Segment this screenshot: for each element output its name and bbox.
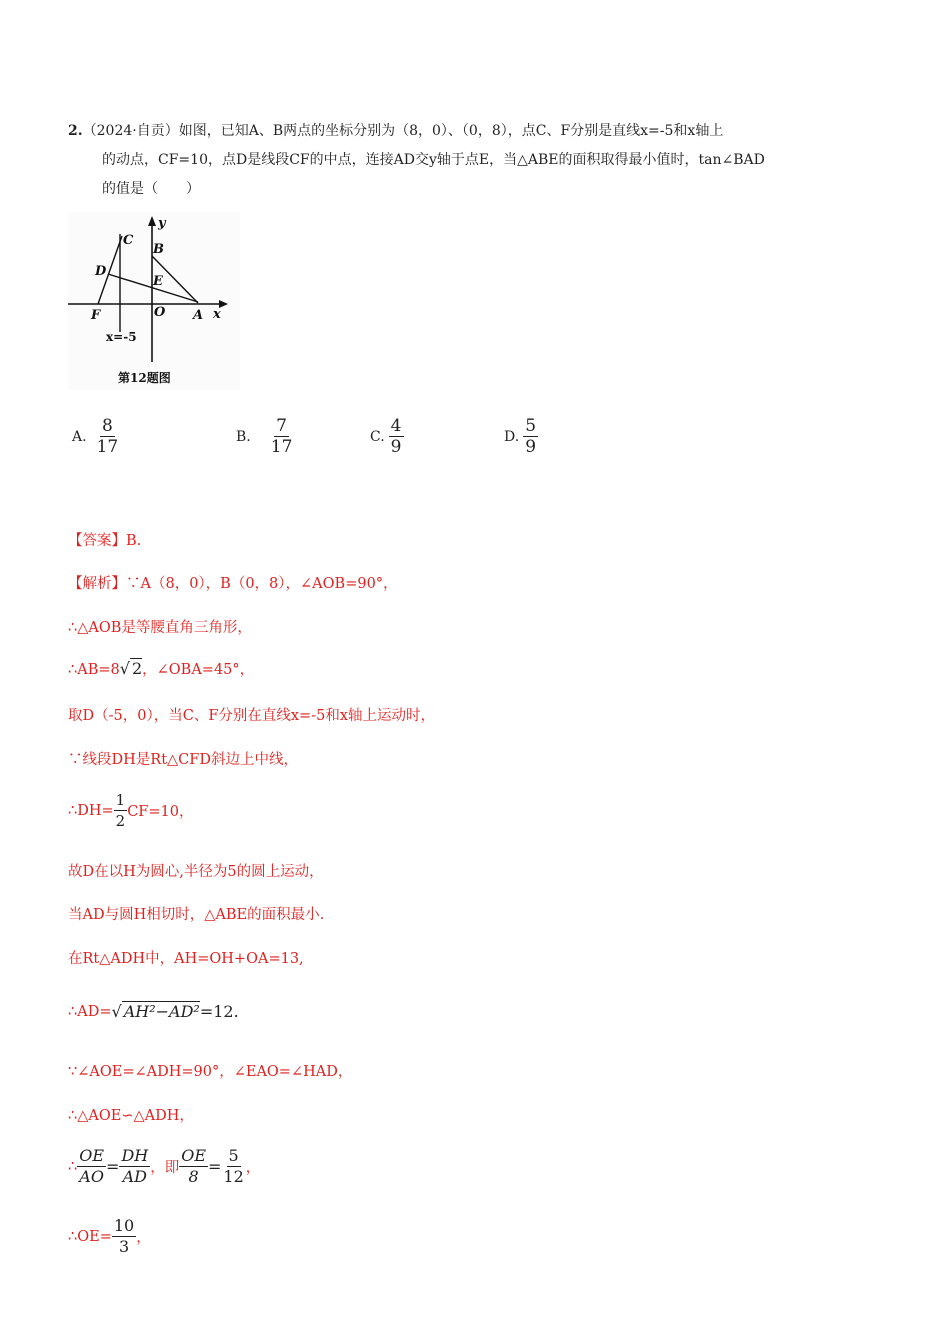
label-b: B <box>153 242 164 257</box>
solution-line-2: ∴△AOB是等腰直角三角形， <box>68 620 252 636</box>
label-o: O <box>154 305 166 320</box>
label-e: E <box>153 274 163 289</box>
solution-line-1: 【解析】∵A（8，0），B（0，8），∠AOB=90°， <box>68 576 398 592</box>
option-d[interactable]: D. $\frac{5}{9}$ <box>504 416 537 457</box>
solution-line-8: 当AD与圆H相切时，△ABE的面积最小. <box>68 907 325 923</box>
label-x: x <box>213 307 221 322</box>
solution-line-4: 取D（-5，0），当C、F分别在直线x=-5和x轴上运动时， <box>68 708 436 724</box>
option-c[interactable]: C. $\frac{4}{9}$ <box>370 416 402 457</box>
solution-tag: 【解析】 <box>68 576 126 592</box>
solution-line-6: ∴DH= $\frac{1}{2}$ CF=10， <box>68 791 194 830</box>
question-line-3: 的值是（ ） <box>102 181 200 197</box>
label-c: C <box>123 233 134 248</box>
label-y: y <box>158 216 166 231</box>
label-line: x=-5 <box>106 330 137 344</box>
label-a: A <box>193 308 204 323</box>
solution-line-5: ∵线段DH是Rt△CFD斜边上中线， <box>68 752 298 768</box>
option-b[interactable]: B. $\frac{7}{17}$ <box>236 416 293 457</box>
question-number: 2. <box>68 123 83 139</box>
solution-line-11: ∵∠AOE=∠ADH=90°，∠EAO=∠HAD， <box>68 1064 353 1080</box>
geometry-figure <box>68 212 240 390</box>
solution-line-10: ∴AD= √ AH²−AD² =12. <box>68 1002 239 1021</box>
figure-caption: 第12题图 <box>118 371 171 385</box>
figure-diagram <box>68 212 240 390</box>
answer-value: B. <box>126 533 142 549</box>
option-a[interactable]: A. $\frac{8}{17}$ <box>72 416 119 457</box>
solution-line-12: ∴△AOE∽△ADH， <box>68 1108 194 1124</box>
answer-line <box>68 529 141 550</box>
solution-line-7: 故D在以H为圆心,半径为5的圆上运动， <box>68 864 324 880</box>
question-line-1: 2.（2024·自贡）如图，已知A、B两点的坐标分别为（8，0）、（0，8），点C、F分别是直线x=-5和x轴上 <box>68 123 724 139</box>
label-f: F <box>91 308 101 323</box>
question-line-2: 的动点，CF=10，点D是线段CF的中点，连接AD交y轴于点E，当△ABE的面积取得最小值时，tan∠BAD <box>102 152 765 168</box>
solution-line-3: ∴AB=8√ 2，∠OBA=45°， <box>68 659 255 678</box>
solution-line-14: ∴OE= $\frac{10}{3}$ ， <box>68 1216 151 1256</box>
solution-line-13: ∴ $\frac{OE}{AO}$ = $\frac{DH}{AD}$ ，即 $\frac{OE}{8}$ = $\frac{5}{12}$ ， <box>68 1146 261 1186</box>
answer-tag: 【答案】 <box>68 533 126 549</box>
solution-line-9: 在Rt△ADH中，AH=OH+OA=13, <box>68 951 304 967</box>
label-d: D <box>95 264 107 279</box>
